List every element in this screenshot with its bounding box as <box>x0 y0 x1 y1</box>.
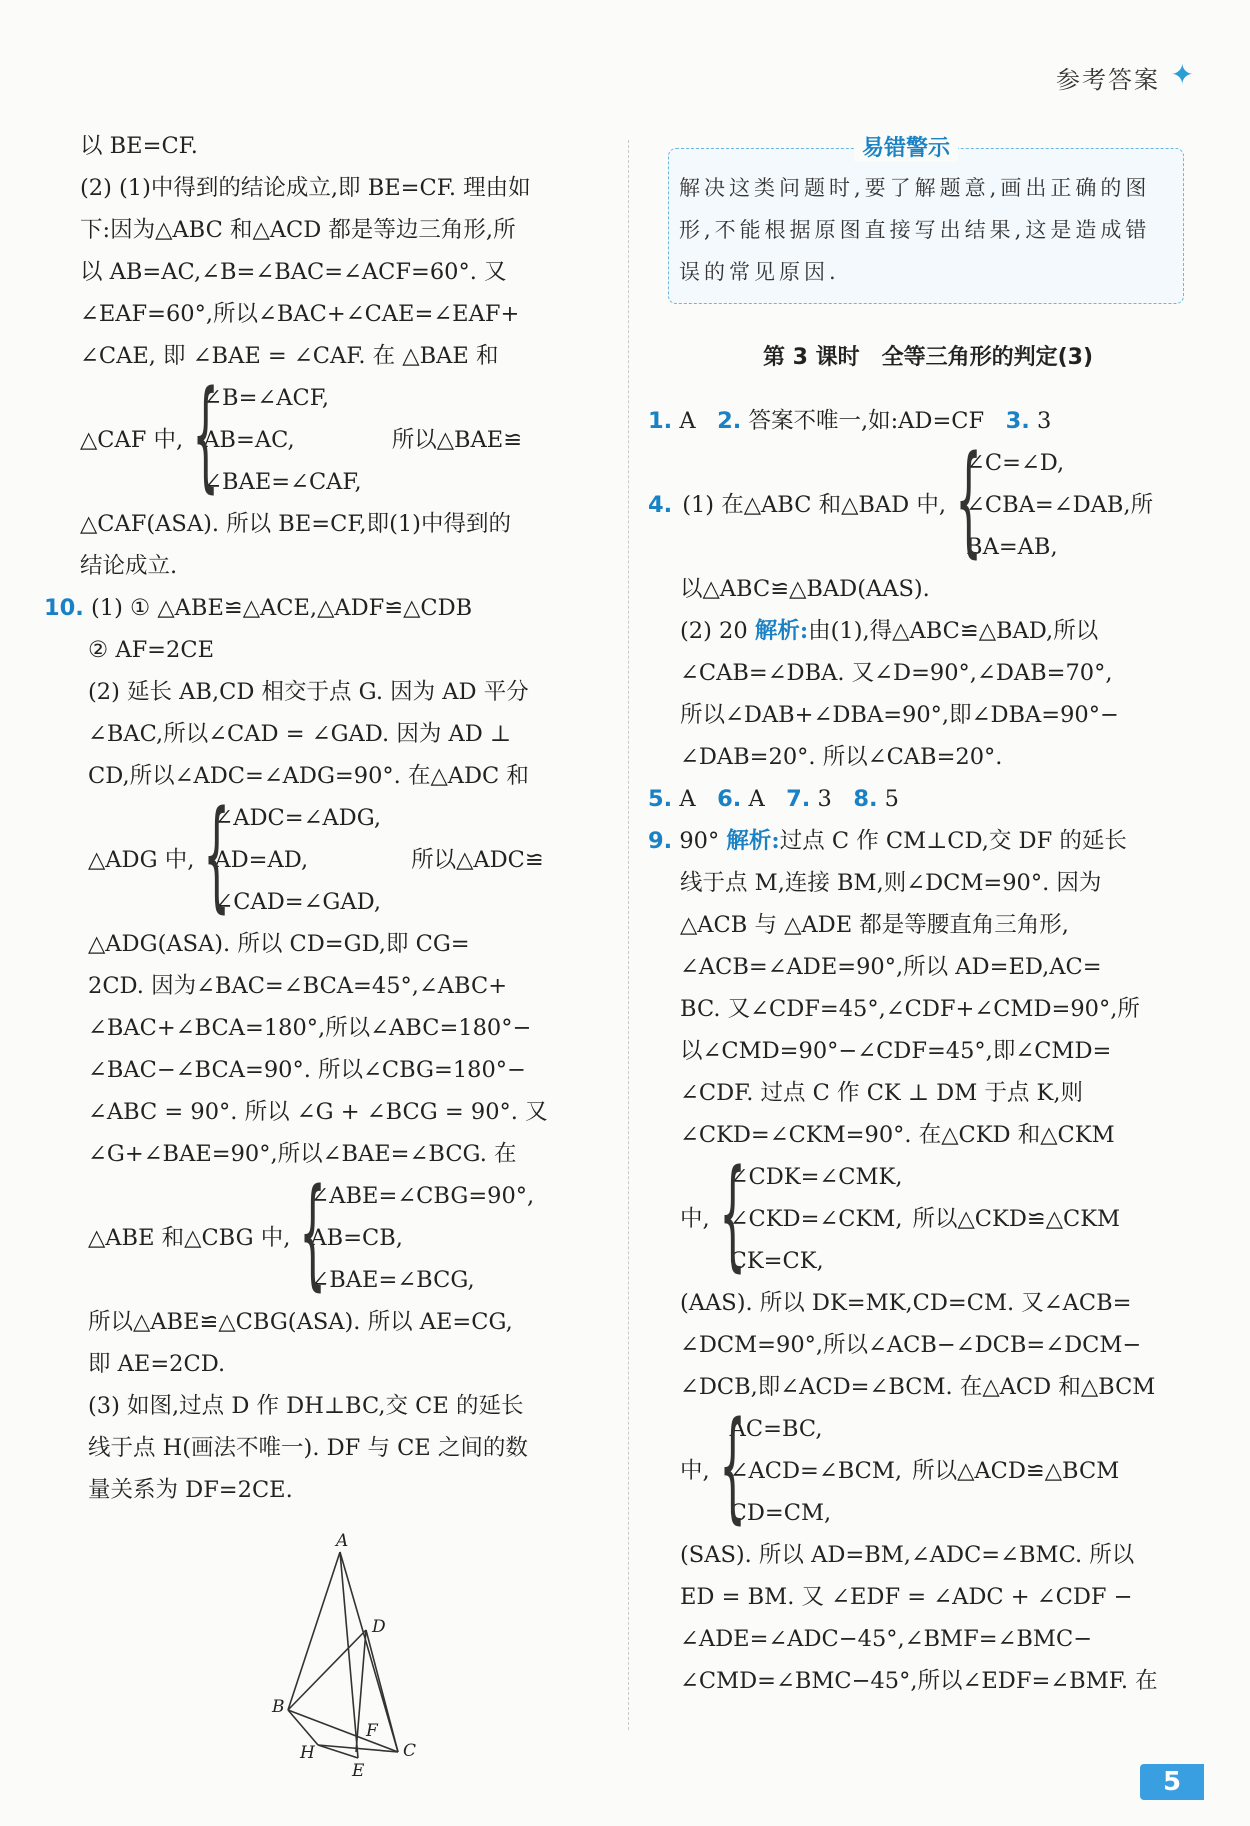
question-number: 2. <box>717 408 742 434</box>
text-line: 形,不能根据原图直接写出结果,这是造成错 <box>679 218 1151 242</box>
brace-lines <box>730 1408 902 1534</box>
answers-1-3 <box>648 400 1208 442</box>
brace-prefix: △ADG 中, <box>88 847 195 873</box>
section-title: 第 3 课时 全等三角形的判定(3) <box>762 345 1094 370</box>
text-line: ∠CDF. 过点 C 作 CK ⊥ DM 于点 K,则 <box>680 1080 1084 1106</box>
tip-body <box>679 167 1173 293</box>
answers-5-8 <box>648 778 1208 820</box>
text-line: 解决这类问题时,要了解题意,画出正确的图 <box>679 176 1151 200</box>
question-9 <box>648 820 1208 862</box>
text-line: (AAS). 所以 DK=MK,CD=CM. 又∠ACB= <box>680 1290 1132 1316</box>
text-line: CD,所以∠ADC=∠ADG=90°. 在△ADC 和 <box>88 763 529 789</box>
text-line: ∠ADE=∠ADC−45°,∠BMF=∠BMC− <box>680 1626 1093 1652</box>
page-number: 5 <box>1140 1764 1204 1800</box>
text-line: 线于点 M,连接 BM,则∠DCM=90°. 因为 <box>680 870 1102 896</box>
text-line: 以△ABC≌△BAD(AAS). <box>680 576 930 602</box>
brace-lines <box>214 797 381 923</box>
label-b: B <box>272 1697 285 1717</box>
question-number: 9. <box>648 828 673 854</box>
column-divider <box>628 140 629 1730</box>
answer: (2) 20 <box>680 618 755 644</box>
brace-system-6 <box>680 1397 1208 1536</box>
edge-dh <box>356 1630 366 1752</box>
condition: CD=CM, <box>729 1500 832 1526</box>
analysis-label: 解析: <box>726 828 780 854</box>
geometry-figure <box>272 1531 468 1781</box>
condition: AB=CB, <box>310 1225 403 1251</box>
brace-system-3 <box>88 1164 600 1303</box>
header-label: 参考答案 <box>1056 66 1160 94</box>
condition: ∠CBA=∠DAB, <box>966 492 1131 518</box>
condition: ∠ACD=∠BCM, <box>729 1458 903 1484</box>
edge-bd <box>288 1630 366 1710</box>
brace-suffix: 所以△BAE≌ <box>391 427 523 453</box>
text-line: ∠ABC = 90°. 所以 ∠G + ∠BCG = 90°. 又 <box>88 1099 548 1125</box>
answer: A <box>748 786 765 812</box>
label-h: H <box>300 1743 315 1763</box>
text-line: 2CD. 因为∠BAC=∠BCA=45°,∠ABC+ <box>88 973 508 999</box>
text-line: ∠EAF=60°,所以∠BAC+∠CAE=∠EAF+ <box>80 301 520 327</box>
label-e: E <box>352 1761 365 1781</box>
answer: A <box>679 408 696 434</box>
text-line: 线于点 H(画法不唯一). DF 与 CE 之间的数 <box>88 1435 528 1461</box>
block1 <box>80 125 600 377</box>
text-line: 下:因为△ABC 和△ACD 都是等边三角形,所 <box>80 217 516 243</box>
brace-lines <box>730 1156 903 1282</box>
text-line: (2) (1)中得到的结论成立,即 BE=CF. 理由如 <box>80 175 531 201</box>
text-line: 结论成立. <box>80 553 178 579</box>
text-line: ∠DAB=20°. 所以∠CAB=20°. <box>680 744 1003 770</box>
label-c: C <box>403 1741 417 1761</box>
analysis-label: 解析: <box>754 618 809 644</box>
question-number: 7. <box>786 786 811 812</box>
text-line: 量关系为 DF=2CE. <box>88 1477 293 1503</box>
answer: A <box>679 786 696 812</box>
text: 由(1),得△ABC≌△BAD,所以 <box>808 618 1099 644</box>
condition: ∠CDK=∠CMK, <box>729 1164 903 1190</box>
q9-body <box>648 862 1208 1702</box>
text-line: ∠BAC,所以∠CAD = ∠GAD. 因为 AD ⊥ <box>88 721 512 747</box>
text-line: ∠CAB=∠DBA. 又∠D=90°,∠DAB=70°, <box>680 660 1113 686</box>
left-brace-icon: { <box>718 1397 746 1536</box>
condition: ∠CKD=∠CKM, <box>729 1206 903 1232</box>
answer: 90° <box>679 828 727 854</box>
brace-suffix: 所以△ACD≌△BCM <box>912 1458 1120 1484</box>
brace-system-1 <box>80 366 600 505</box>
condition: AC=BC, <box>729 1416 823 1442</box>
text-line: ED = BM. 又 ∠EDF = ∠ADC + ∠CDF − <box>680 1584 1133 1610</box>
question-number: 4. <box>648 492 673 518</box>
text-line: (2) 延长 AB,CD 相交于点 G. 因为 AD 平分 <box>88 679 529 705</box>
question-number: 5. <box>648 786 673 812</box>
brace-suffix: 所 <box>1130 492 1154 518</box>
question-number: 10. <box>44 595 84 621</box>
answer: 5 <box>884 786 899 812</box>
brace-lines <box>966 442 1131 568</box>
text-line: ∠BAC+∠BCA=180°,所以∠ABC=180°− <box>88 1015 532 1041</box>
text-line: 以 BE=CF. <box>80 133 198 159</box>
condition: ∠BAE=∠CAF, <box>203 469 362 495</box>
text-line: ∠CAE, 即 ∠BAE = ∠CAF. 在 △BAE 和 <box>80 343 499 369</box>
text-line: (3) 如图,过点 D 作 DH⊥BC,交 CE 的延长 <box>88 1393 524 1419</box>
text-line: ∠ACB=∠ADE=90°,所以 AD=ED,AC= <box>680 954 1102 980</box>
text-line: ∠G+∠BAE=90°,所以∠BAE=∠BCG. 在 <box>88 1141 517 1167</box>
text-line: ② AF=2CE <box>88 637 214 663</box>
question-10 <box>44 587 600 629</box>
text: (1) ① △ABE≌△ACE,△ADF≌△CDB <box>91 595 473 621</box>
condition: AB=AC, <box>203 427 295 453</box>
answer: 3 <box>1036 408 1052 434</box>
block2 <box>80 503 600 587</box>
text-line: △CAF(ASA). 所以 BE=CF,即(1)中得到的 <box>80 511 511 537</box>
tip-title: 易错警示 <box>854 131 958 162</box>
text-line: 以∠CMD=90°−∠CDF=45°,即∠CMD= <box>680 1038 1112 1064</box>
left-brace-icon: { <box>203 786 231 925</box>
text: 过点 C 作 CM⊥CD,交 DF 的延长 <box>779 828 1127 854</box>
answer: 3 <box>817 786 832 812</box>
condition: ∠BAE=∠BCG, <box>310 1267 475 1293</box>
text-line: △ADG(ASA). 所以 CD=GD,即 CG= <box>88 931 470 957</box>
brace-system-5 <box>680 1145 1208 1284</box>
text-line: △ACB 与 △ADE 都是等腰直角三角形, <box>680 912 1069 938</box>
text-line: ∠DCB,即∠ACD=∠BCM. 在△ACD 和△BCM <box>680 1374 1156 1400</box>
text-line: ∠DCM=90°,所以∠ACB−∠DCB=∠DCM− <box>680 1332 1142 1358</box>
tip-box <box>668 136 1184 304</box>
text-line: 以 AB=AC,∠B=∠BAC=∠ACF=60°. 又 <box>80 259 507 285</box>
brace-prefix: 中, <box>680 1458 710 1484</box>
label-a: A <box>336 1531 349 1551</box>
left-brace-icon: { <box>299 1164 327 1303</box>
question-number: 1. <box>648 408 673 434</box>
condition: BA=AB, <box>966 534 1058 560</box>
block3 <box>80 629 600 1511</box>
text-line: ∠CKD=∠CKM=90°. 在△CKD 和△CKM <box>680 1122 1115 1148</box>
condition: ∠ADC=∠ADG, <box>214 805 382 831</box>
q4-part2 <box>680 610 1208 652</box>
brace-lines <box>310 1175 534 1301</box>
question-number: 6. <box>717 786 742 812</box>
label-d: D <box>372 1617 386 1637</box>
edge-ab <box>288 1552 340 1710</box>
brace-suffix: 所以△ADC≌ <box>411 847 544 873</box>
brace-prefix: △ABE 和△CBG 中, <box>88 1225 291 1251</box>
brace-system-2 <box>88 786 600 925</box>
q4-body <box>648 568 1208 778</box>
text-line: (SAS). 所以 AD=BM,∠ADC=∠BMC. 所以 <box>680 1542 1135 1568</box>
question-number: 8. <box>853 786 878 812</box>
brace-prefix: 中, <box>680 1206 710 1232</box>
condition: ∠CAD=∠GAD, <box>214 889 382 915</box>
question-number: 3. <box>1005 408 1030 434</box>
sparkle-icon: ✦ <box>1170 58 1194 91</box>
text-line: 所以∠DAB+∠DBA=90°,即∠DBA=90°− <box>680 702 1119 728</box>
text-line: 误的常见原因. <box>679 260 840 284</box>
condition: CK=CK, <box>729 1248 824 1274</box>
label-f: F <box>366 1721 378 1741</box>
text-line: ∠BAC−∠BCA=90°. 所以∠CBG=180°− <box>88 1057 526 1083</box>
text-line: ∠CMD=∠BMC−45°,所以∠EDF=∠BMF. 在 <box>680 1668 1158 1694</box>
brace-prefix: (1) 在△ABC 和△BAD 中, <box>682 492 947 518</box>
figure-svg <box>272 1531 468 1781</box>
condition: ∠ABE=∠CBG=90°, <box>310 1183 535 1209</box>
text-line: 即 AE=2CD. <box>88 1351 226 1377</box>
answer: 答案不唯一,如:AD=CF <box>748 408 985 434</box>
brace-lines <box>203 377 362 503</box>
left-brace-icon: { <box>718 1145 746 1284</box>
brace-suffix: 所以△CKD≌△CKM <box>912 1206 1121 1232</box>
brace-system-4 <box>648 431 1208 570</box>
condition: ∠B=∠ACF, <box>203 385 330 411</box>
text-line: 所以△ABE≌△CBG(ASA). 所以 AE=CG, <box>88 1309 513 1335</box>
condition: ∠C=∠D, <box>966 450 1065 476</box>
left-column <box>44 125 600 1511</box>
condition: AD=AD, <box>214 847 309 873</box>
right-column <box>648 400 1208 1702</box>
brace-prefix: △CAF 中, <box>80 427 184 453</box>
left-brace-icon: { <box>192 366 220 505</box>
text-line: BC. 又∠CDF=45°,∠CDF+∠CMD=90°,所 <box>680 996 1140 1022</box>
left-brace-icon: { <box>955 431 982 570</box>
